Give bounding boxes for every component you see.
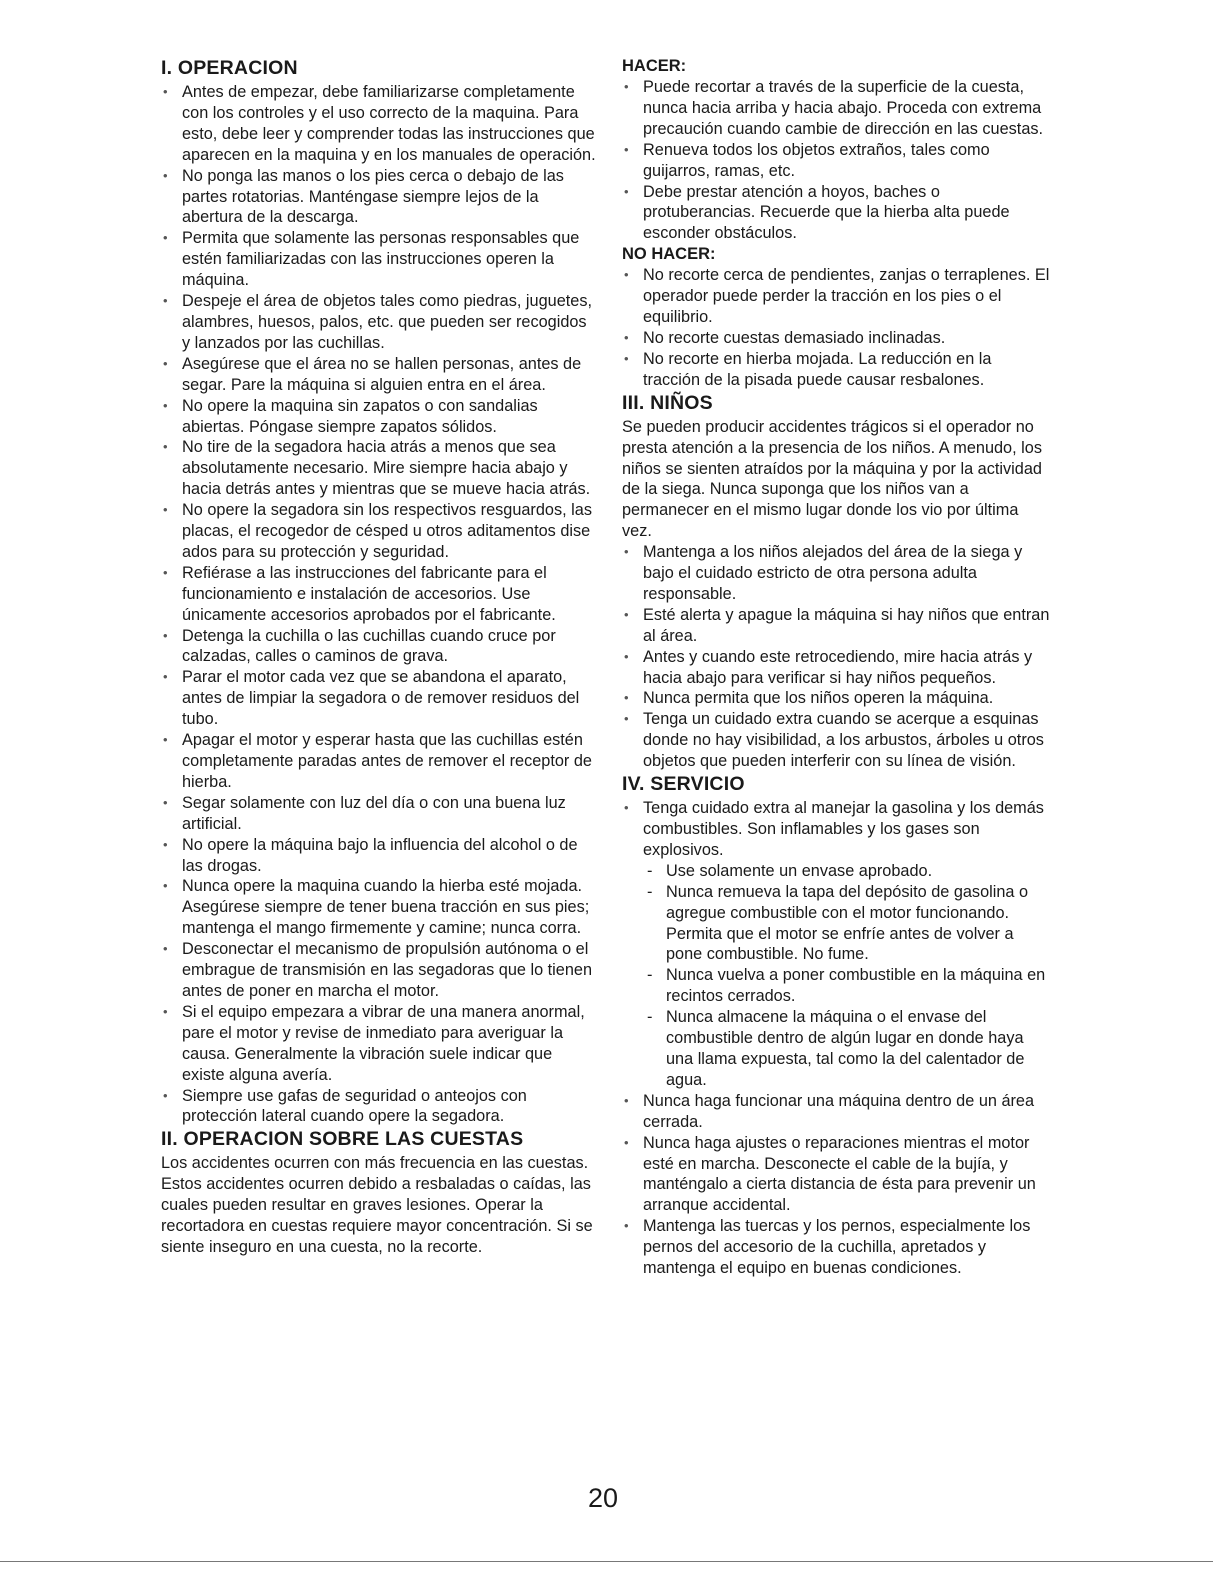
list-item: • Antes y cuando este retrocediendo, mire hacia atrás y hacia abajo para verificar si hay niños pequeños. <box>622 647 1052 689</box>
list-item: • Nunca haga funcionar una máquina dentro de un área cerrada. <box>622 1091 1052 1133</box>
no-hacer-list <box>622 265 1052 390</box>
sublist-item: - Nunca remueva la tapa del depósito de gasolina o agregue combustible con el motor funcionando. Permita que el motor se enfríe antes de volver a pone combustible. No fume. <box>643 882 1052 966</box>
section-title-servicio: IV. SERVICIO <box>622 773 745 796</box>
list-item: • Asegúrese que el área no se hallen personas, antes de segar. Pare la máquina si alguien entra en el área. <box>161 354 598 396</box>
list-item: • Debe prestar atención a hoyos, baches o protuberancias. Recuerde que la hierba alta puede esconder obstáculos. <box>622 182 1052 245</box>
section-title-ninos: III. NIÑOS <box>622 391 713 414</box>
cuestas-paragraph: Los accidentes ocurren con más frecuencia en las cuestas. Estos accidentes ocurren debido a resbaladas o caídas, las cuales pueden resultar en graves lesiones. Operar la recortadora en cuestas requiere mayor concentración. Si se siente inseguro en una cuesta, no la recorte. <box>161 1154 593 1256</box>
hacer-list <box>622 77 1052 244</box>
servicio-list <box>622 798 1052 1279</box>
list-item: • Mantenga las tuercas y los pernos, especialmente los pernos del accesorio de la cuchilla, apretados y mantenga el equipo en buenas condiciones. <box>622 1216 1052 1279</box>
operacion-list <box>161 82 598 1127</box>
list-item: • Apagar el motor y esperar hasta que las cuchillas estén completamente paradas antes de remover el receptor de hierba. <box>161 730 598 793</box>
fuel-sublist <box>643 861 1052 1091</box>
ninos-paragraph: Se pueden producir accidentes trágicos si el operador no presta atención a la presencia de los niños. A menudo, los niños se sienten atraídos por la máquina y por la actividad de la siega. Nunca suponga que los niños van a permanecer en el mismo lugar donde los vio por última vez. <box>622 417 1042 541</box>
list-item: • Esté alerta y apague la máquina si hay niños que entran al área. <box>622 605 1052 647</box>
list-item <box>622 798 1052 1091</box>
list-item: • No recorte cuestas demasiado inclinadas. <box>622 328 1052 349</box>
list-item: • Mantenga a los niños alejados del área de la siega y bajo el cuidado estricto de otra persona adulta responsable. <box>622 542 1052 605</box>
list-item: • Segar solamente con luz del día o con una buena luz artificial. <box>161 793 598 835</box>
list-item: • No opere la máquina bajo la influencia del alcohol o de las drogas. <box>161 835 598 877</box>
section-title-operacion: I. OPERACION <box>161 57 298 79</box>
bottom-rule <box>0 1561 1213 1562</box>
list-item-text: Tenga cuidado extra al manejar la gasolina y los demás combustibles. Son inflamables y los gases son explosivos. <box>643 799 1044 859</box>
sublist-item: - Nunca almacene la máquina o el envase del combustible dentro de algún lugar en donde haya una llama expuesta, tal como la del calentador de agua. <box>643 1007 1052 1091</box>
list-item: • Nunca haga ajustes o reparaciones mientras el motor esté en marcha. Desconecte el cable de la bujía, y manténgalo a cierta distancia de ésta para prevenir un arranque accidental. <box>622 1133 1052 1217</box>
right-column <box>622 56 1052 1279</box>
section-title-cuestas: II. OPERACION SOBRE LAS CUESTAS <box>161 1128 524 1151</box>
list-item: • Antes de empezar, debe familiarizarse completamente con los controles y el uso correcto de la maquina. Para esto, debe leer y comprender todas las instrucciones que aparecen en la maquina y en los manuales de operación. <box>161 82 598 166</box>
list-item: • No ponga las manos o los pies cerca o debajo de las partes rotatorias. Manténgase siempre lejos de la abertura de la descarga. <box>161 166 598 229</box>
list-item: • Refiérase a las instrucciones del fabricante para el funcionamiento e instalación de accesorios. Use únicamente accesorios aprobados por el fabricante. <box>161 563 598 626</box>
list-item: • Nunca opere la maquina cuando la hierba esté mojada. Asegúrese siempre de tener buena tracción en sus pies; mantenga el mango firmemente y camine; nunca corra. <box>161 876 598 939</box>
list-item: • Tenga un cuidado extra cuando se acerque a esquinas donde no hay visibilidad, a los arbustos, árboles u otros objetos que pueden interferir con su línea de visión. <box>622 709 1052 772</box>
list-item: • Renueva todos los objetos extraños, tales como guijarros, ramas, etc. <box>622 140 1052 182</box>
list-item: • Despeje el área de objetos tales como piedras, juguetes, alambres, huesos, palos, etc. que pueden ser recogidos y lanzados por las cuchillas. <box>161 291 598 354</box>
list-item: • Desconectar el mecanismo de propulsión autónoma o el embrague de transmisión en las segadoras que lo tienen antes de poner en marcha el motor. <box>161 939 598 1002</box>
page-number: 20 <box>588 1483 619 1513</box>
list-item: • Nunca permita que los niños operen la máquina. <box>622 688 1052 709</box>
list-item: • Puede recortar a través de la superficie de la cuesta, nunca hacia arriba y hacia abajo. Proceda con extrema precaución cuando cambie de dirección en las cuestas. <box>622 77 1052 140</box>
sublist-item: - Use solamente un envase aprobado. <box>643 861 1052 882</box>
list-item: • No opere la segadora sin los respectivos resguardos, las placas, el recogedor de césped u otros aditamentos dise ados para su protección y seguridad. <box>161 500 598 563</box>
list-item: • Siempre use gafas de seguridad o anteojos con protección lateral cuando opere la segadora. <box>161 1086 598 1128</box>
ninos-list <box>622 542 1052 772</box>
list-item: • No tire de la segadora hacia atrás a menos que sea absolutamente necesario. Mire siempre hacia abajo y hacia detrás antes y mientras que se mueve hacia atrás. <box>161 437 598 500</box>
sublist-item: - Nunca vuelva a poner combustible en la máquina en recintos cerrados. <box>643 965 1052 1007</box>
list-item: • Parar el motor cada vez que se abandona el aparato, antes de limpiar la segadora o de remover residuos del tubo. <box>161 667 598 730</box>
list-item: • No opere la maquina sin zapatos o con sandalias abiertas. Póngase siempre zapatos sólidos. <box>161 396 598 438</box>
list-item: • Permita que solamente las personas responsables que estén familiarizadas con las instrucciones operen la máquina. <box>161 228 598 291</box>
subsection-title-no-hacer: NO HACER: <box>622 245 716 264</box>
left-column <box>161 56 598 1258</box>
subsection-title-hacer: HACER: <box>622 57 687 75</box>
list-item: • Detenga la cuchilla o las cuchillas cuando cruce por calzadas, calles o caminos de grava. <box>161 626 598 668</box>
list-item: • No recorte cerca de pendientes, zanjas o terraplenes. El operador puede perder la tracción en los pies o el equilibrio. <box>622 265 1052 328</box>
list-item: • Si el equipo empezara a vibrar de una manera anormal, pare el motor y revise de inmediato para averiguar la causa. Generalmente la vibración suele indicar que existe alguna avería. <box>161 1002 598 1086</box>
list-item: • No recorte en hierba mojada. La reducción en la tracción de la pisada puede causar resbalones. <box>622 349 1052 391</box>
